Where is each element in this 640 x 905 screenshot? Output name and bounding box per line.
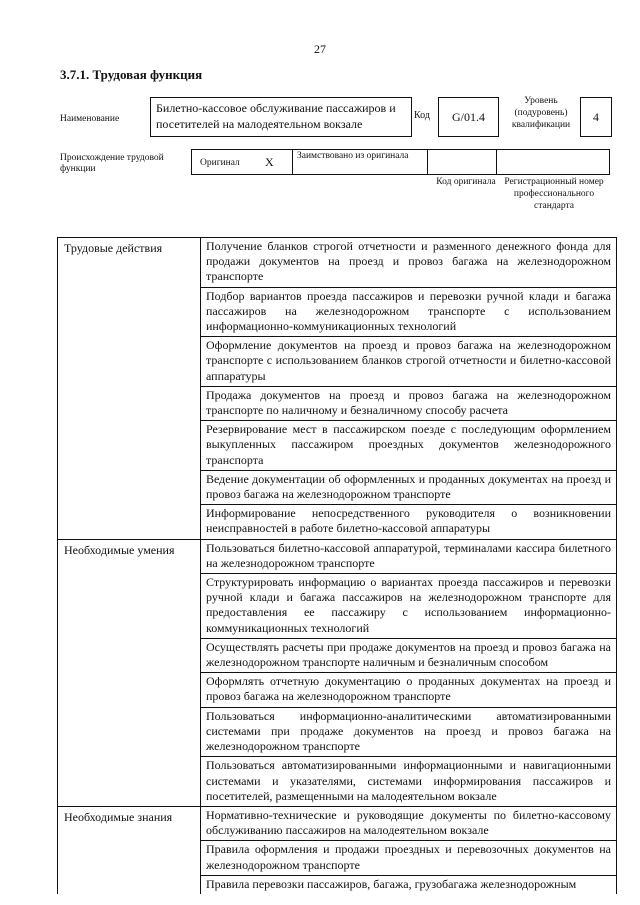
table-row: Информирование непосредственного руководителя о возникновении неисправностей в работе билетно-кассовой аппаратуры xyxy=(206,506,611,536)
section-label: Необходимые знания xyxy=(57,807,200,894)
table-row: Структурировать информацию о вариантах проезда пассажиров и перевозки ручной клади и багажа пассажиров на железнодорожном транспорте для предоставления ее пассажиру с использованием информационно-коммуникационных технологий xyxy=(201,574,616,639)
table-row: Пользоваться информационно-аналитическими автоматизированными системами при продаже документов на проезд и провоз багажа на железнодорожном транспорте xyxy=(201,708,616,758)
page-number: 27 xyxy=(314,42,326,56)
reg-number-label: Регистрационный номер профессионального стандарта xyxy=(504,177,604,211)
section-label: Трудовые действия xyxy=(57,238,200,539)
code-original-label: Код оригинала xyxy=(436,177,496,187)
table-row: Оформление документов на проезд и провоз багажа на железнодорожном транспорте с использованием бланков строгой отчетности и билетно-кассовой аппаратуры xyxy=(201,337,616,387)
table-row: Пользоваться автоматизированными информационными и навигационными системами и указателями, системами информирования пассажиров и посетителей, размещенными на малодеятельном вокзале xyxy=(206,758,611,803)
function-code: G/01.4 xyxy=(438,97,499,137)
level-label: Уровень (подуровень) квалификации xyxy=(511,96,571,130)
table-row: Ведение документации об оформленных и проданных документах на проезд и провоз багажа на железнодорожном транспорте xyxy=(201,471,616,505)
table-row: Продажа документов на проезд и провоз багажа на железнодорожном транспорте по наличному и безналичному способу расчета xyxy=(201,387,616,421)
original-label: Оригинал xyxy=(200,158,240,168)
reg-number-cell xyxy=(496,149,610,175)
function-details-table xyxy=(57,237,617,894)
table-row: Правила перевозки пассажиров, багажа, грузобагажа железнодорожным xyxy=(206,876,577,891)
function-name: Билетно-кассовое обслуживание пассажиров и посетителей на малодеятельном вокзале xyxy=(150,97,412,137)
table-section xyxy=(57,539,616,806)
name-label: Наименование xyxy=(60,114,120,124)
table-row: Пользоваться билетно-кассовой аппаратурой, терминалами кассира билетного на железнодорожном транспорте xyxy=(201,540,616,574)
table-row: Нормативно-технические и руководящие документы по билетно-кассовому обслуживанию пассажиров на малодеятельном вокзале xyxy=(201,807,616,841)
table-row: Резервирование мест в пассажирском поезде с последующим оформлением выкупленных пассажиром проездных документов железнодорожного транспорта xyxy=(201,421,616,471)
borrowed-label: Заимствовано из оригинала xyxy=(292,149,428,175)
section-heading: 3.7.1. Трудовая функция xyxy=(60,67,203,82)
qualification-level: 4 xyxy=(580,97,612,137)
code-original-cell xyxy=(427,149,497,175)
table-section xyxy=(57,806,616,894)
table-row: Оформлять отчетную документацию о проданных документах на проезд и провоз багажа на железнодорожном транспорте xyxy=(201,673,616,707)
original-cell xyxy=(191,149,293,175)
origin-label: Происхождение трудовой функции xyxy=(60,153,164,174)
section-items xyxy=(200,540,616,806)
table-section xyxy=(57,237,616,539)
origin-table xyxy=(192,149,612,175)
table-row: Получение бланков строгой отчетности и разменного денежного фонда для продажи документов на проезд и провоз багажа на железнодорожном транспорте xyxy=(201,238,616,288)
section-items xyxy=(200,807,616,894)
table-row: Правила оформления и продажи проездных и перевозочных документов на железнодорожном транспорте xyxy=(201,841,616,875)
table-row: Подбор вариантов проезда пассажиров и перевозки ручной клади и багажа пассажиров на железнодорожном транспорте с использованием информационно-коммуникационных технологий xyxy=(201,288,616,338)
section-label: Необходимые умения xyxy=(57,540,200,806)
section-items xyxy=(200,238,616,539)
original-mark: X xyxy=(265,155,274,169)
code-label: Код xyxy=(414,110,430,121)
table-row: Осуществлять расчеты при продаже документов на проезд и провоз багажа на железнодорожном транспорте наличным и безналичным способом xyxy=(201,639,616,673)
